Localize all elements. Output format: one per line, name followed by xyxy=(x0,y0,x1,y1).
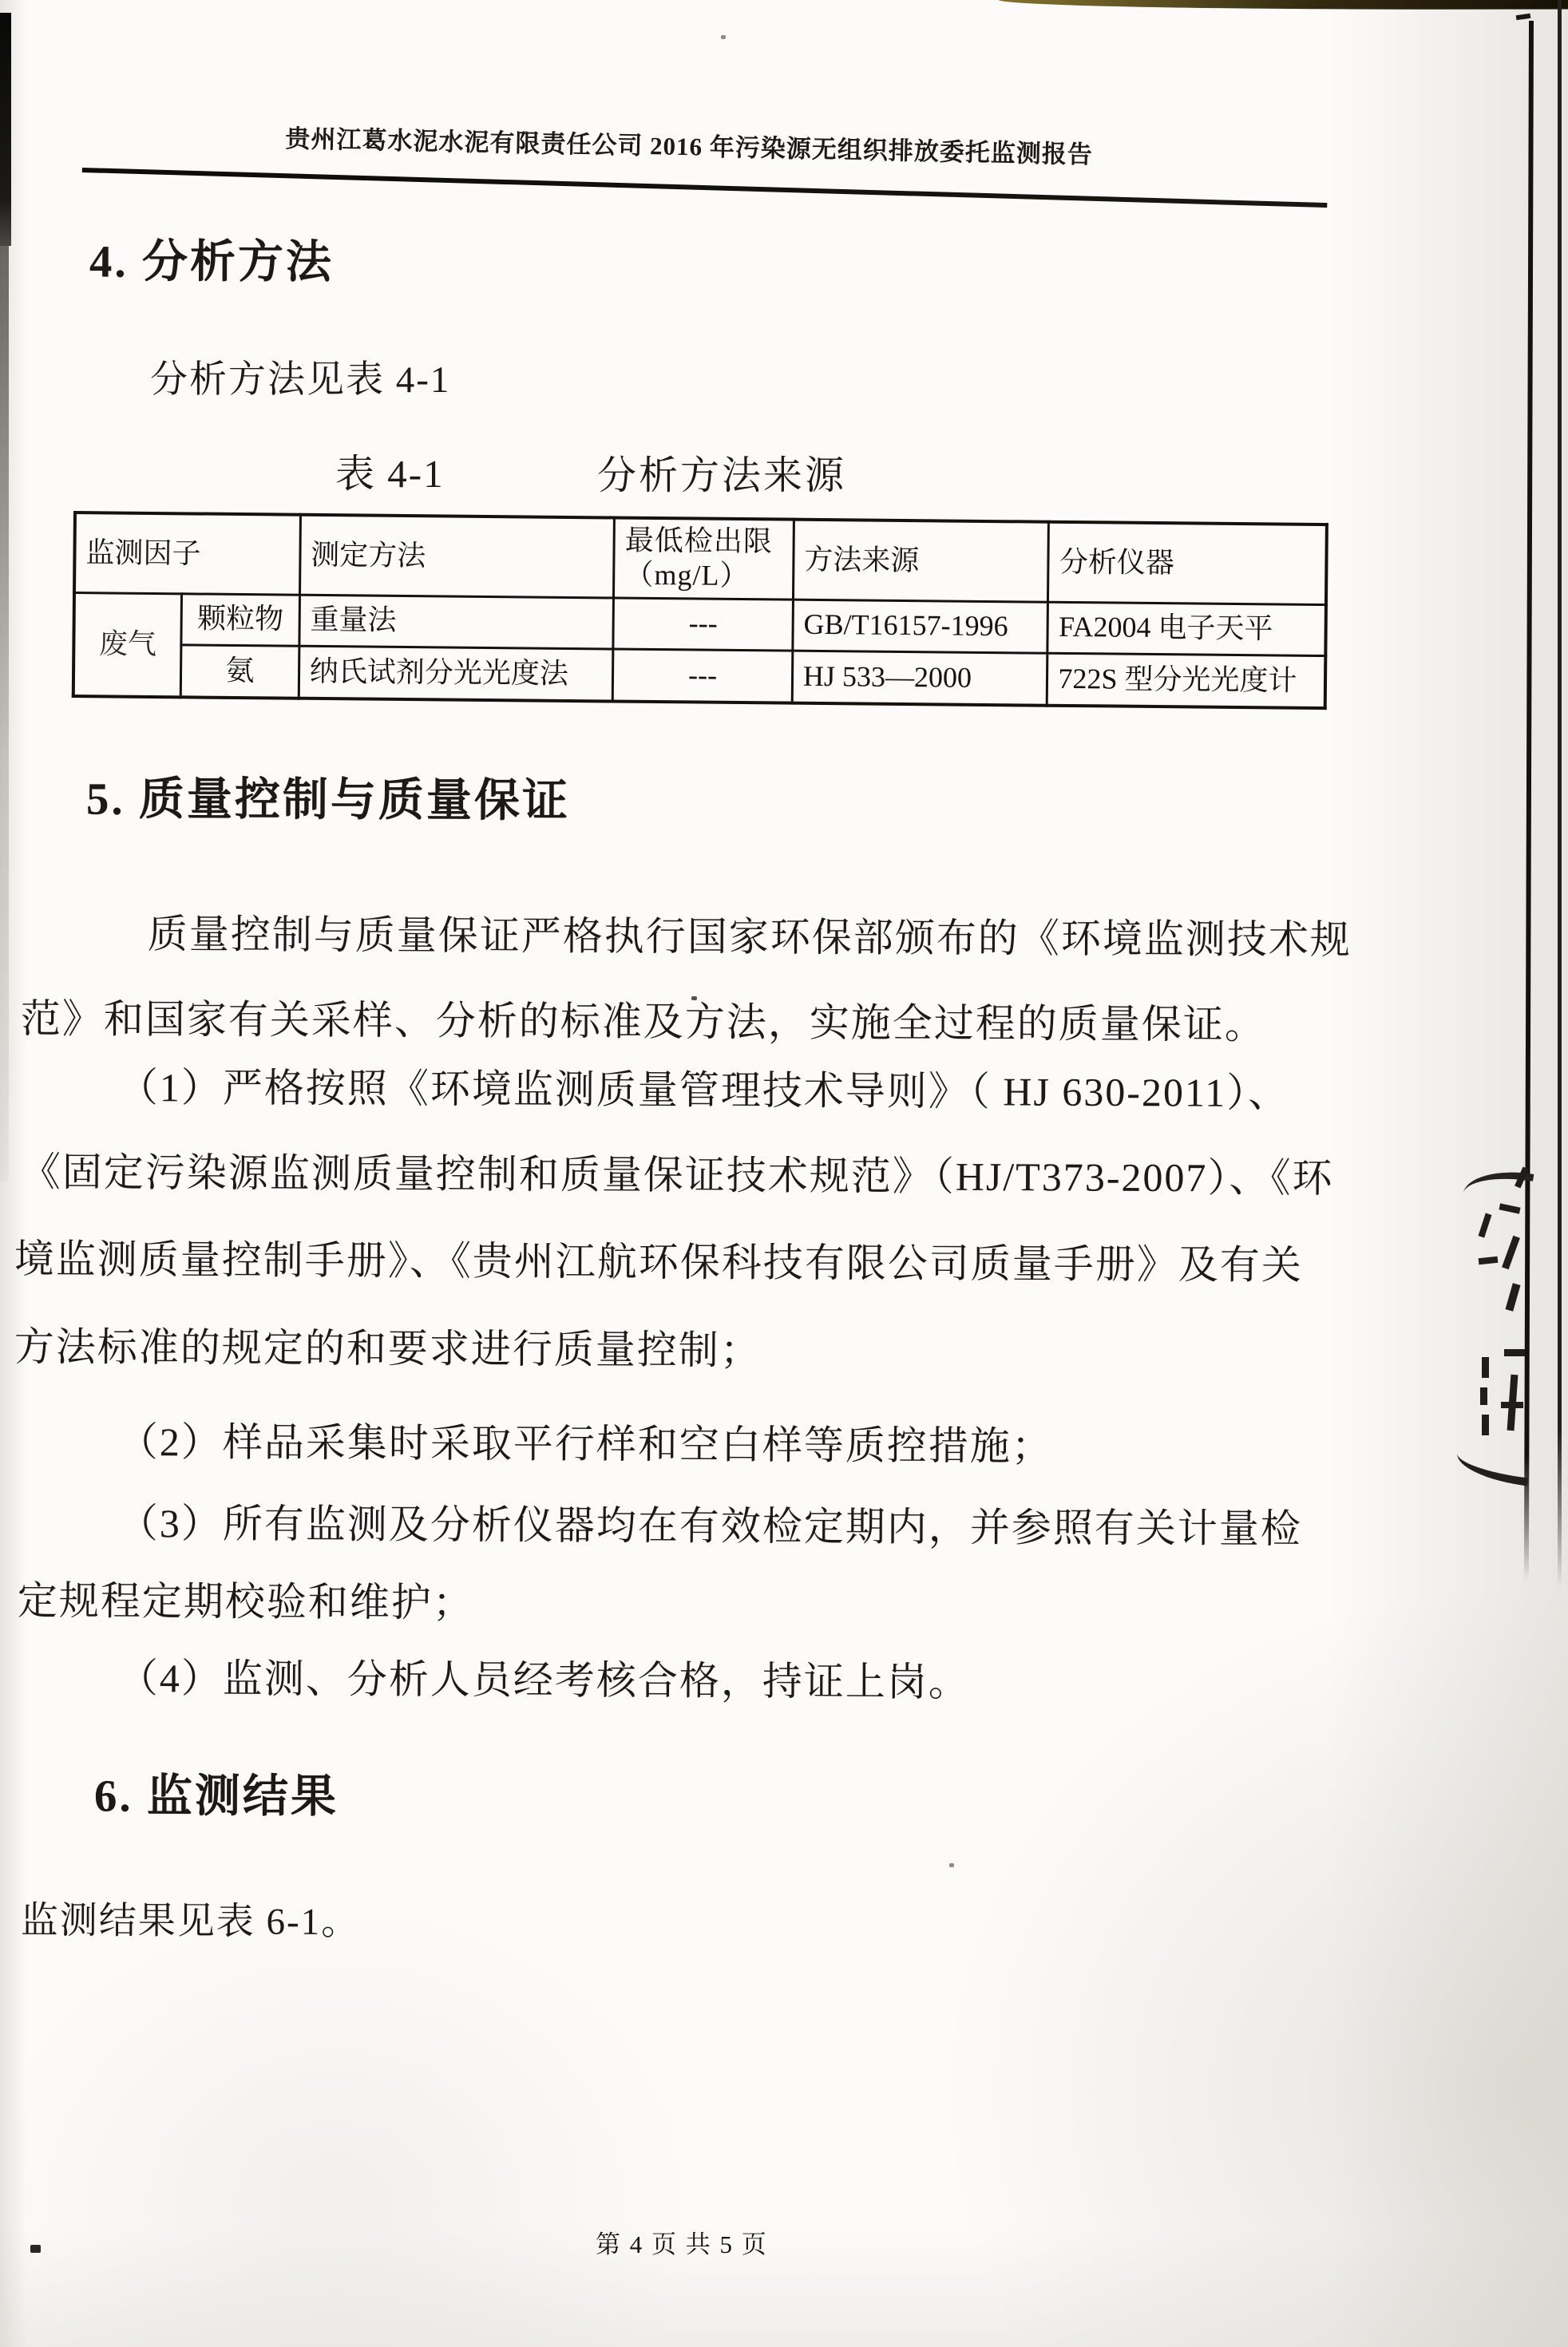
cell-source: HJ 533—2000 xyxy=(792,651,1047,706)
stamp-fragment-stroke xyxy=(1482,1357,1489,1378)
stamp-fragment-stroke xyxy=(1482,1415,1489,1435)
cell-method: 重量法 xyxy=(299,595,614,649)
col-header-method: 测定方法 xyxy=(299,515,614,598)
body-line: （1）严格按照《环境监测质量管理技术导则》（ HJ 630-2011）、 xyxy=(117,1064,1290,1116)
stamp-fragment-arc xyxy=(1455,1443,1532,1486)
col-header-factor: 监测因子 xyxy=(74,513,300,595)
table-row xyxy=(73,643,1326,708)
cell-source: GB/T16157-1996 xyxy=(793,600,1048,653)
cell-method: 纳氏试剂分光光度法 xyxy=(299,646,613,702)
stamp-fragment-stroke xyxy=(1480,1387,1487,1405)
running-header: 贵州江葛水泥水泥有限责任公司 2016 年污染源无组织排放委托监测报告 xyxy=(285,124,1094,169)
stamp-fragment-stroke xyxy=(1479,1257,1499,1265)
body-line: 方法标准的规定的和要求进行质量控制； xyxy=(14,1324,762,1373)
scan-artifact-left-wedge xyxy=(0,13,11,246)
page-edge-line-inner xyxy=(1524,21,1534,1581)
header-underline xyxy=(82,168,1328,208)
section6-heading: 6. 监测结果 xyxy=(93,1771,339,1823)
body-line: （2）样品采集时采取平行样和空白样等质控措施； xyxy=(117,1419,1053,1469)
col-header-source: 方法来源 xyxy=(793,520,1048,602)
cell-instrument: 722S 型分光光度计 xyxy=(1047,653,1326,708)
cell-instrument: FA2004 电子天平 xyxy=(1047,602,1326,655)
stamp-fragment-stroke xyxy=(1502,1236,1520,1270)
table-4-1-label: 表 4-1 xyxy=(335,452,445,496)
stamp-fragment-stroke xyxy=(1504,1349,1525,1356)
table-header-row xyxy=(74,513,1327,604)
analysis-method-table xyxy=(72,511,1328,710)
page-edge-line-outer xyxy=(1558,0,1562,1589)
scan-artifact-top-edge xyxy=(998,0,1568,12)
col-header-instrument: 分析仪器 xyxy=(1048,522,1327,604)
section4-intro: 分析方法见表 4-1 xyxy=(150,359,451,401)
ink-speck xyxy=(721,35,726,39)
body-line: 境监测质量控制手册》、《贵州江航环保科技有限公司质量手册》及有关 xyxy=(14,1236,1303,1288)
section6-body: 监测结果见表 6-1。 xyxy=(20,1899,361,1944)
stamp-fragment-stroke xyxy=(1501,1402,1523,1408)
scan-artifact-left-streak xyxy=(0,239,9,1181)
cell-limit: --- xyxy=(613,598,793,651)
ink-speck xyxy=(30,2245,41,2253)
body-line: 范》和国家有关采样、分析的标准及方法，实施全过程的质量保证。 xyxy=(20,995,1266,1047)
body-line: 定规程定期校验和维护； xyxy=(17,1577,474,1625)
body-line: 《固定污染源监测质量控制和质量保证技术规范》（HJ/T373-2007）、《环 xyxy=(20,1149,1334,1201)
col-header-limit: 最低检出限（mg/L） xyxy=(614,518,794,600)
body-line: （3）所有监测及分析仪器均在有效检定期内，并参照有关计量检 xyxy=(117,1500,1302,1552)
cell-factor: 颗粒物 xyxy=(181,593,299,645)
cell-factor: 氨 xyxy=(180,644,299,698)
ink-speck xyxy=(949,1863,954,1867)
table-4-1-title: 分析方法来源 xyxy=(597,453,847,497)
cell-category: 废气 xyxy=(73,592,182,697)
scan-artifact-hook xyxy=(1516,14,1531,20)
section5-heading: 5. 质量控制与质量保证 xyxy=(85,774,571,827)
page-number-footer: 第 4 页 共 5 页 xyxy=(596,2230,768,2258)
section4-heading: 4. 分析方法 xyxy=(89,236,335,288)
body-line: 质量控制与质量保证严格执行国家环保部颁布的《环境监测技术规 xyxy=(147,911,1352,963)
body-line: （4）监测、分析人员经考核合格，持证上岗。 xyxy=(117,1655,970,1705)
stamp-fragment-stroke xyxy=(1479,1213,1492,1237)
stamp-fragment-stroke xyxy=(1506,1283,1521,1311)
cell-limit: --- xyxy=(612,648,792,703)
